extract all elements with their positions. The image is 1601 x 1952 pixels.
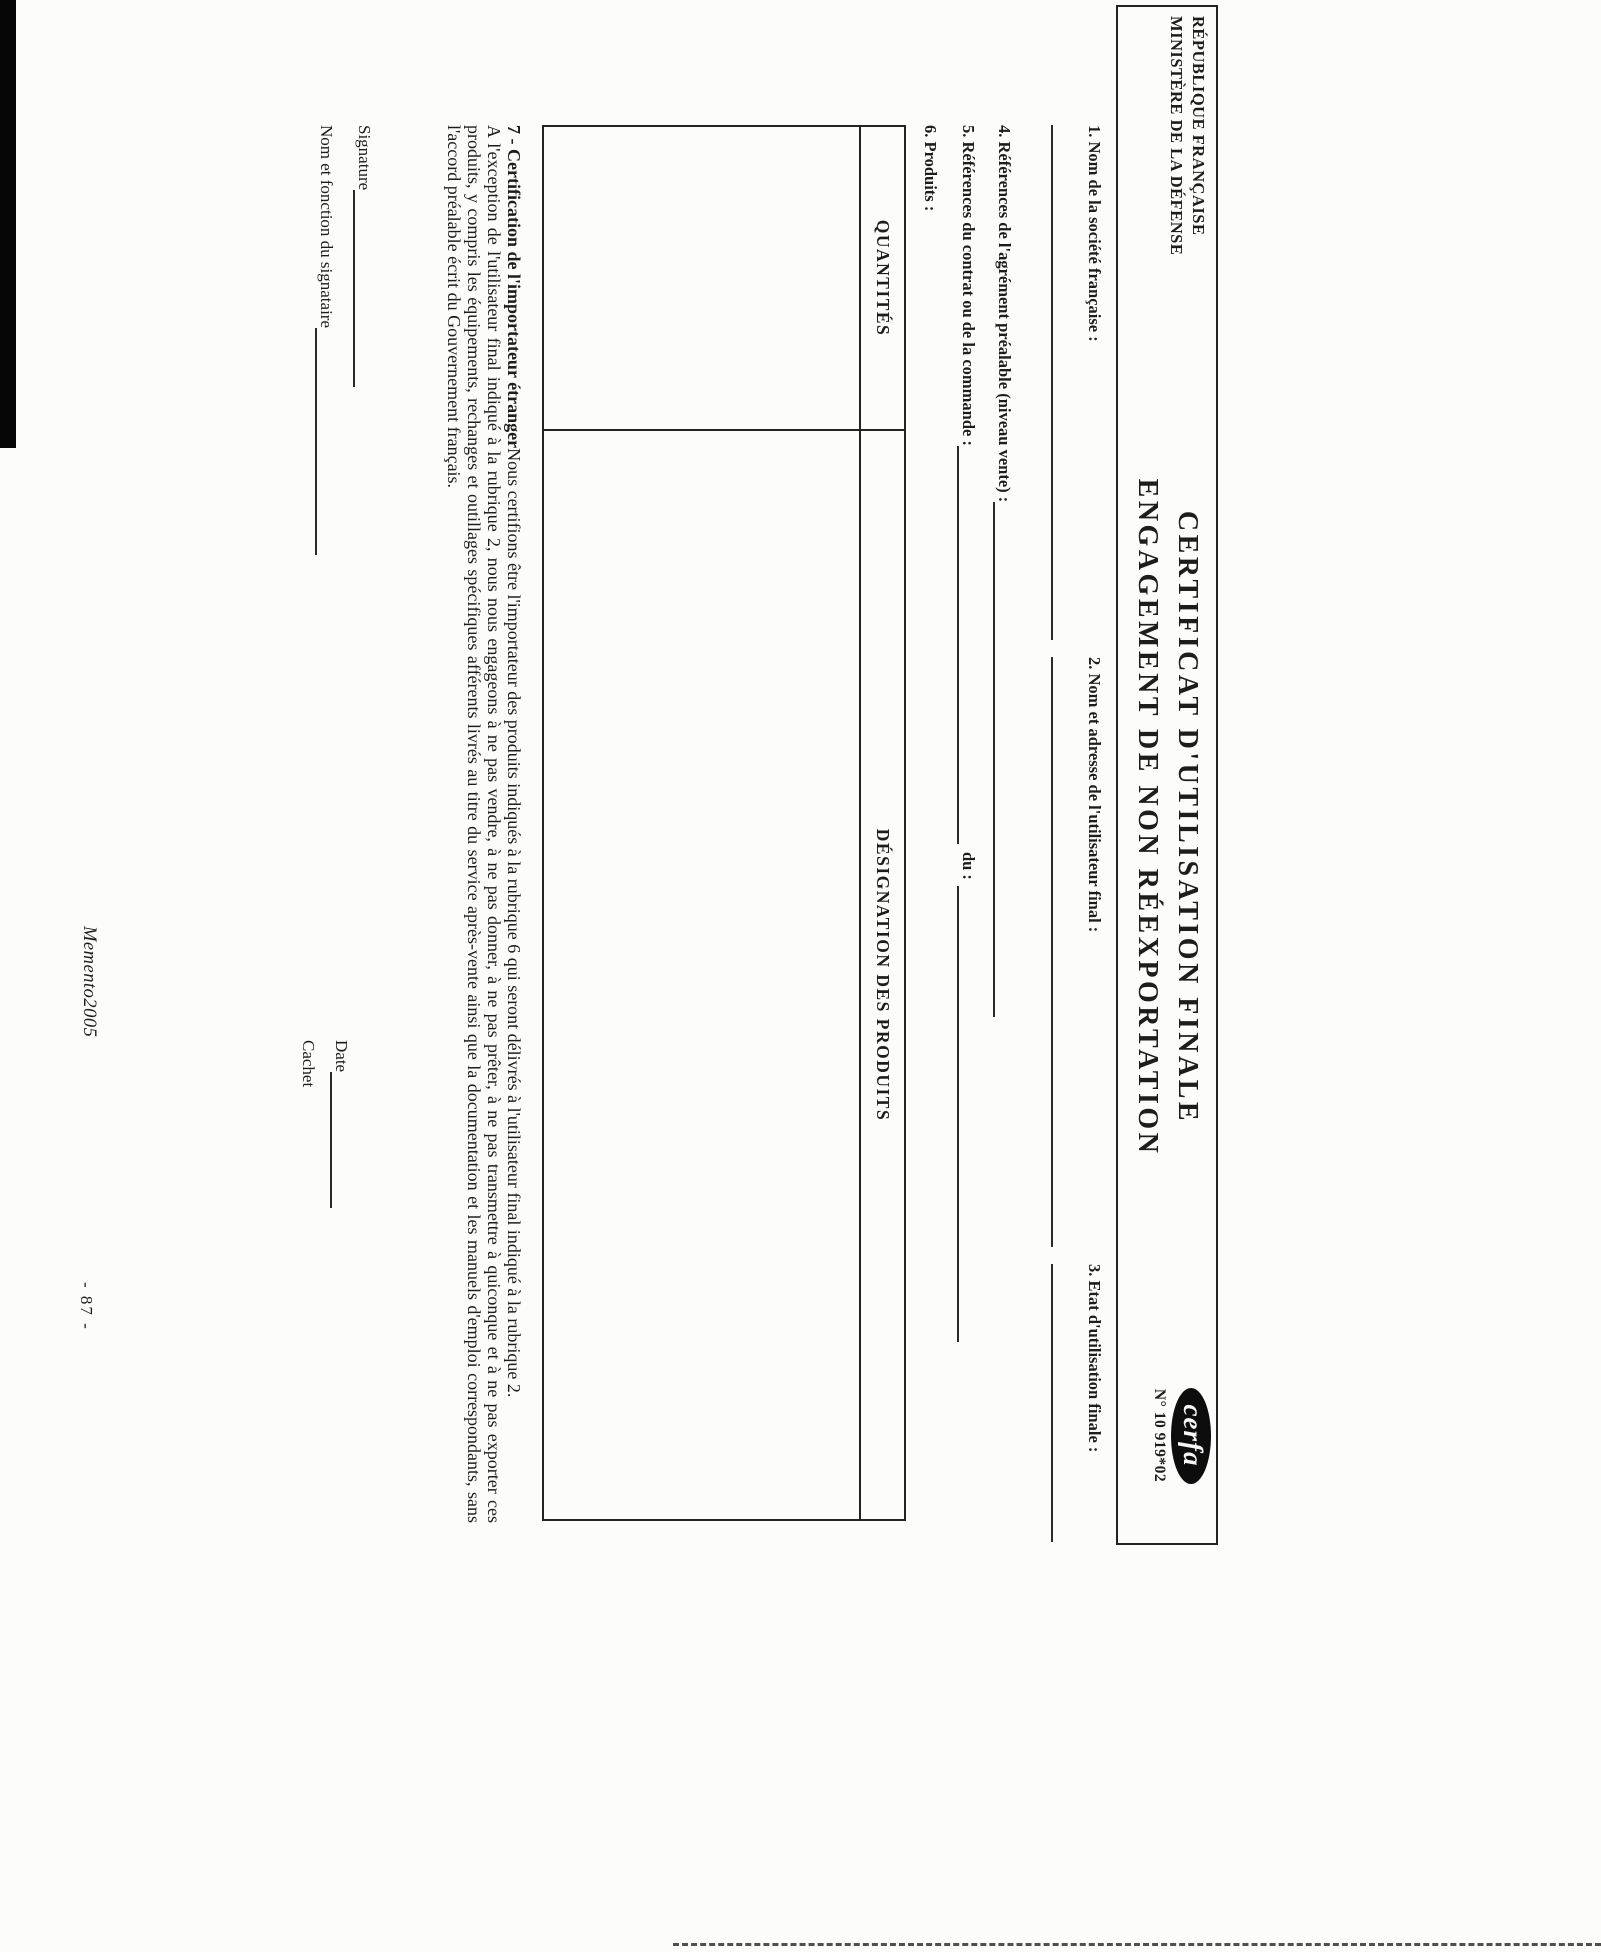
field-end-use-state [1051, 1264, 1104, 1542]
quantities-empty-cell [544, 127, 859, 431]
certification-heading: 7 - Certification de l'importateur étranger [504, 125, 524, 449]
certification-body-1: Nous certifions être l'importateur des produits indiqués à la rubrique 6 qui seront délivrés à l'utilisateur final indiqué à la rubrique 2. [504, 448, 524, 1398]
cerfa-logo: cerfa [1171, 1388, 1211, 1484]
field-2-blank-line [1051, 657, 1053, 1247]
date-field [330, 1040, 352, 1208]
stamp-label: Cachet [299, 1040, 318, 1088]
agency-line-2: MINISTÈRE DE LA DÉFENSE [1167, 16, 1186, 256]
field-end-user-name-address [1051, 657, 1104, 1247]
products-table-header [859, 127, 904, 1519]
field-6-label: 6. Produits : [921, 125, 940, 212]
field-company-name [1051, 125, 1104, 640]
field-4-label: 4. Références de l'agrément préalable (niveau vente) : [995, 125, 1014, 503]
signature-blank-line [353, 190, 368, 387]
cerfa-form-number: N° 10 919*02 [1151, 1388, 1168, 1483]
field-5-date-blank-line [957, 886, 973, 1342]
form-title-line-1: CERTIFICAT D'UTILISATION FINALE [1172, 510, 1203, 1125]
date-label: Date [332, 1040, 351, 1073]
signature-label: Signature [355, 125, 374, 191]
field-1-label: 1. Nom de la société française : [1085, 125, 1104, 342]
field-5-blank-line [957, 446, 973, 844]
field-2-label: 2. Nom et adresse de l'utilisateur final : [1085, 657, 1104, 933]
field-3-label: 3. Etat d'utilisation finale : [1085, 1264, 1104, 1453]
scan-artifact-bar [0, 0, 16, 448]
designation-empty-cell [544, 431, 859, 1519]
certification-section [444, 125, 524, 1523]
quantities-column-header: QUANTITÉS [861, 127, 904, 431]
field-1-blank-line [1051, 125, 1053, 640]
footer-page-number: - 87 - [77, 1282, 96, 1331]
field-5-du-label: du : [959, 851, 978, 880]
issuing-authority [1118, 7, 1216, 307]
field-prior-approval [993, 125, 1015, 1017]
footer-source: Memento2005 [79, 926, 99, 1038]
field-5-label: 5. Références du contrat ou de la commande : [959, 125, 978, 446]
agency-line-1: RÉPUBLIQUE FRANÇAISE [1189, 16, 1208, 236]
dashed-cut-line [673, 1943, 1601, 1946]
products-table [542, 125, 906, 1521]
fields-row-1-2-3 [1051, 125, 1104, 1542]
field-4-blank-line [993, 502, 1009, 1017]
cerfa-block [1118, 1328, 1216, 1543]
signature-field [353, 125, 375, 387]
field-3-blank-line [1051, 1264, 1053, 1542]
form-title [1118, 307, 1216, 1328]
form-header [1116, 5, 1218, 1545]
certification-paragraph-2: A l'exception de l'utilisateur final indiqué à la rubrique 2, nous nous engageons à ne pas vendre, à ne pas donner, à ne pas prêter, à ne pas transmettre à quiconque et à ne pas exporter ces produits, y compris les équipements, rechanges et outillages spécifiques afférents livrés au titre du service après-vente ainsi que la documentation et les manuels d'emploi correspondants, sans l'accord préalable écrit du Gouvernement français. [444, 125, 504, 1523]
signatory-name-field [315, 125, 337, 555]
form-title-line-2: ENGAGEMENT DE NON RÉEXPORTATION [1132, 478, 1163, 1157]
signatory-name-label: Nom et fonction du signataire [317, 125, 336, 329]
products-table-body [544, 127, 859, 1519]
certification-paragraph-1 [504, 125, 524, 1523]
field-contract-references [957, 125, 979, 1342]
date-blank-line [330, 1072, 345, 1208]
signatory-name-blank-line [315, 328, 330, 555]
field-products [919, 125, 941, 211]
designation-column-header: DÉSIGNATION DES PRODUITS [873, 828, 893, 1122]
